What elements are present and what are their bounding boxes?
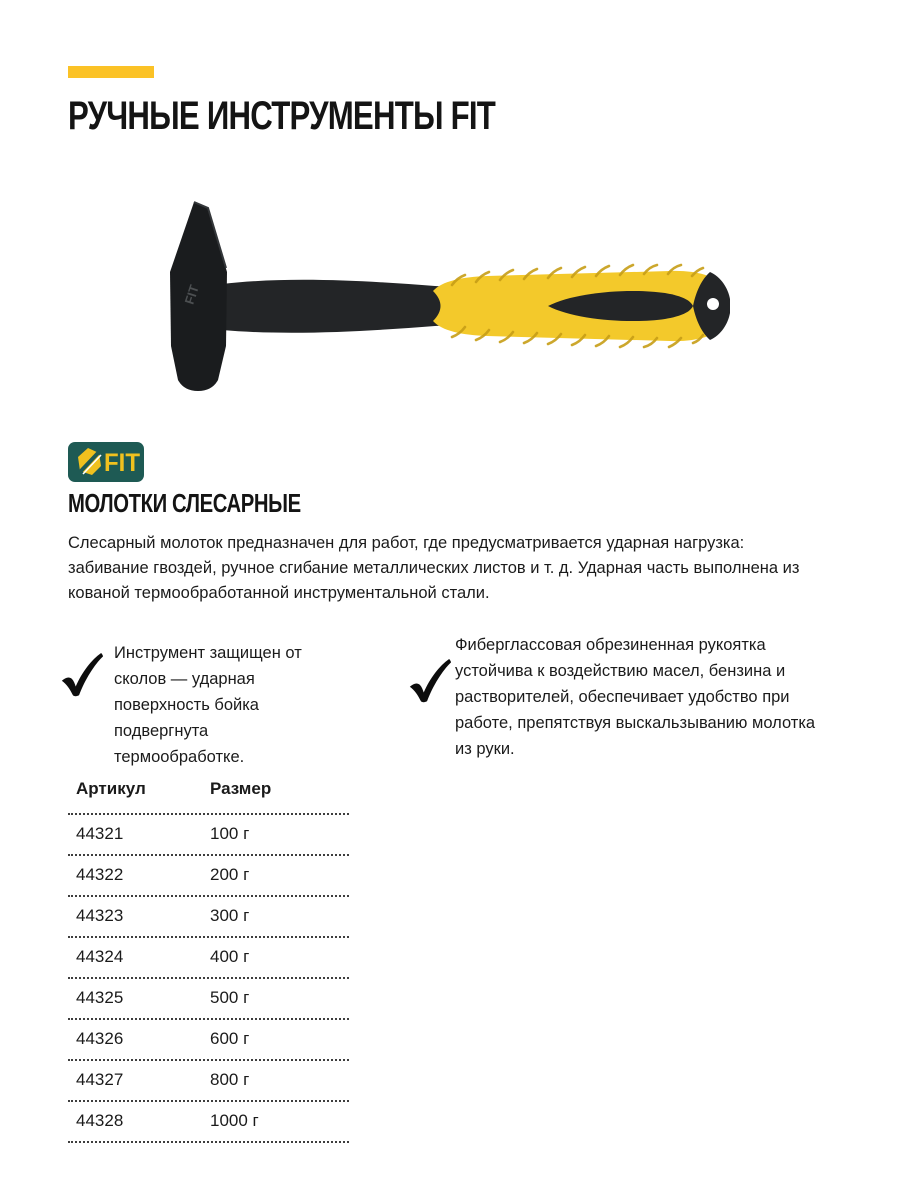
accent-bar — [68, 66, 154, 78]
spec-table — [68, 773, 349, 1143]
feature-text: Инструмент защищен от сколов — ударная поверхность бойка подвергнута термообработке. — [114, 644, 302, 766]
fit-logo — [68, 442, 144, 482]
check-icon — [406, 656, 452, 706]
check-icon — [58, 650, 104, 700]
size-cell: 100 г — [210, 824, 250, 843]
size-cell: 1000 г — [210, 1111, 259, 1130]
article-cell: 44321 — [76, 824, 124, 843]
logo-text: FIT — [104, 449, 140, 477]
hammer-illustration — [130, 178, 770, 408]
fit-logo-graphic — [68, 442, 144, 482]
product-heading: МОЛОТКИ СЛЕСАРНЫЕ — [68, 488, 301, 518]
size-cell: 300 г — [210, 906, 250, 925]
table-row — [68, 979, 349, 1020]
article-cell: 44323 — [76, 906, 124, 925]
head-brand-marking: FIT — [181, 283, 202, 307]
column-header-size: Размер — [210, 779, 272, 798]
size-cell: 500 г — [210, 988, 250, 1007]
hammer-product-image — [130, 178, 770, 408]
table-row — [68, 856, 349, 897]
table-row — [68, 1061, 349, 1102]
size-cell: 600 г — [210, 1029, 250, 1048]
article-cell: 44328 — [76, 1111, 124, 1130]
size-cell: 200 г — [210, 865, 250, 884]
table-row — [68, 1020, 349, 1061]
size-cell: 400 г — [210, 947, 250, 966]
page-title: РУЧНЫЕ ИНСТРУМЕНТЫ FIT — [68, 94, 496, 138]
article-cell: 44327 — [76, 1070, 124, 1089]
article-cell: 44325 — [76, 988, 124, 1007]
table-row — [68, 938, 349, 979]
table-body — [68, 813, 349, 1143]
table-row — [68, 1102, 349, 1143]
table-header-row — [68, 773, 349, 813]
article-cell: 44324 — [76, 947, 124, 966]
lanyard-hole — [707, 298, 719, 310]
size-cell: 800 г — [210, 1070, 250, 1089]
feature-text: Фиберглассовая обрезиненная рукоятка устойчива к воздействию масел, бензина и растворителей, обеспечивает удобство при работе, препятствуя выскальзыванию молотка из руки. — [455, 636, 816, 758]
column-header-article: Артикул — [76, 779, 146, 798]
table-row — [68, 897, 349, 938]
table-row — [68, 813, 349, 856]
article-cell: 44326 — [76, 1029, 124, 1048]
article-cell: 44322 — [76, 865, 124, 884]
product-description: Слесарный молоток предназначен для работ, где предусматривается ударная нагрузка: забивание гвоздей, ручное сгибание металлических листов и т. д. Ударная часть выполнена из кованой термообработанной инструментальной стали. — [68, 534, 800, 602]
